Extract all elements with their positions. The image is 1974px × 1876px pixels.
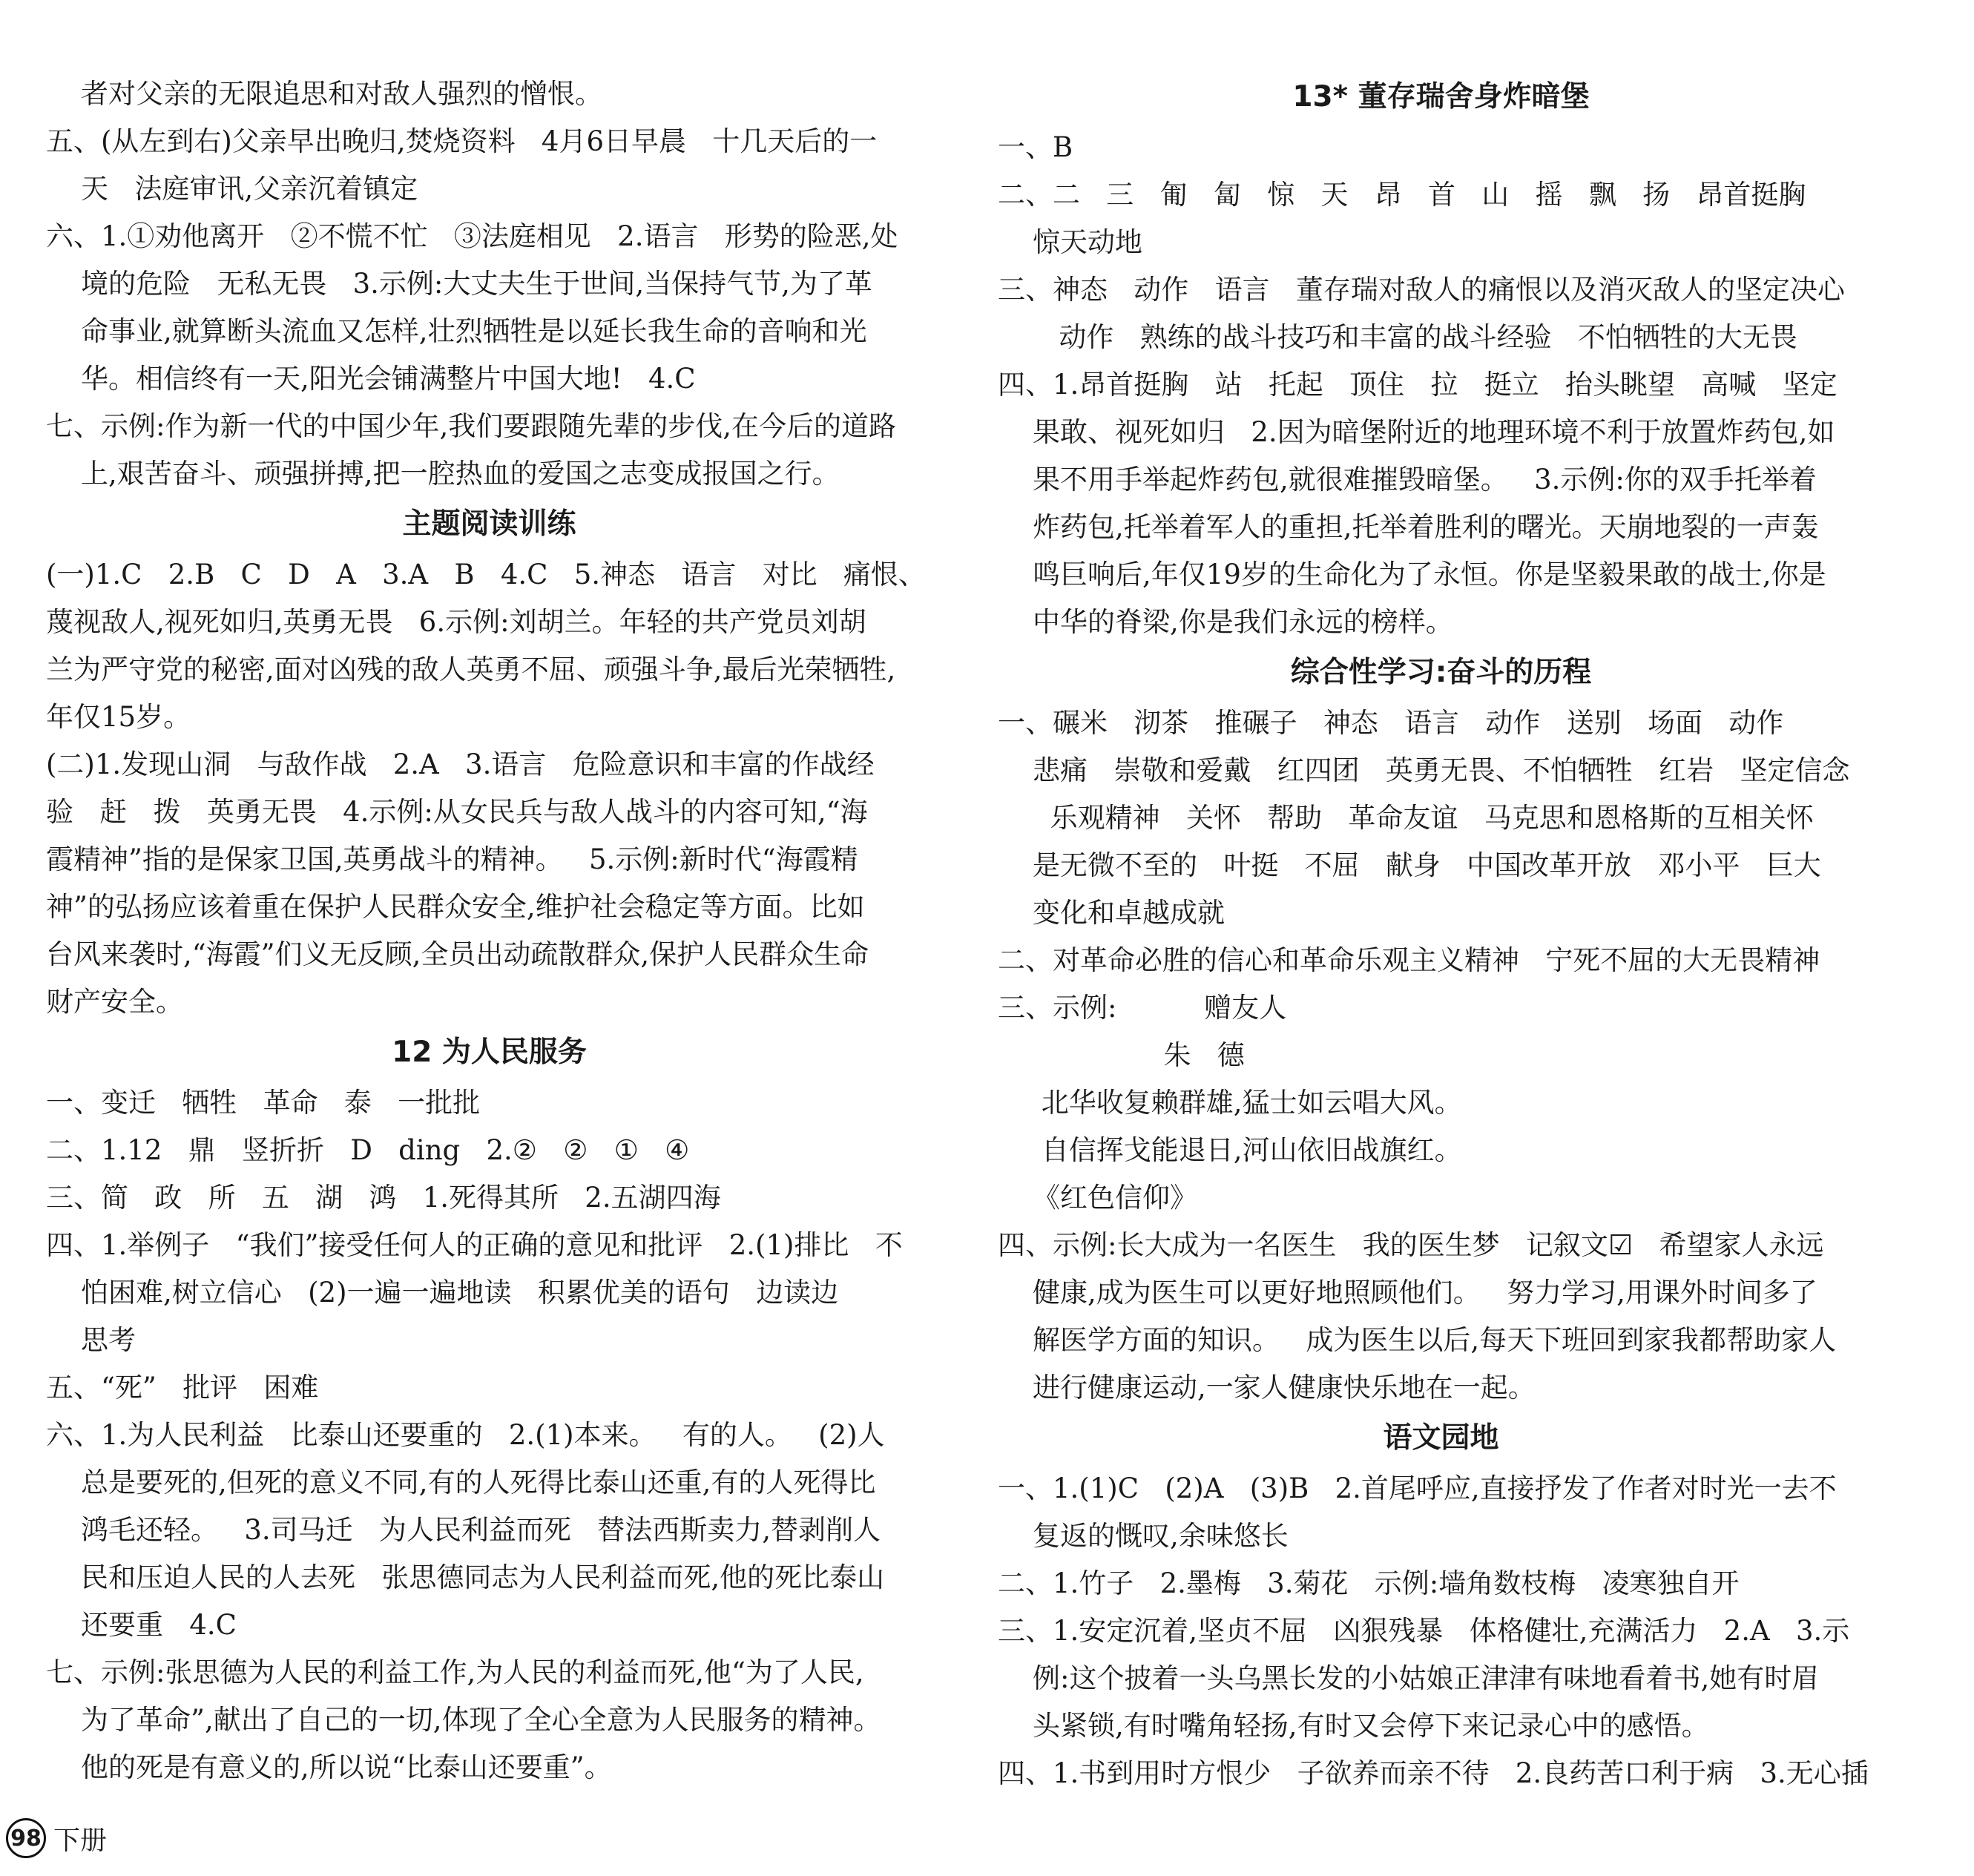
section-heading: 综合性学习:奋斗的历程 [1290,656,1592,689]
section-heading: 13* 董存瑞舍身炸暗堡 [1292,80,1590,113]
text-line: 四、1.举例子 “我们”接受任何人的正确的意见和批评 2.(1)排比 不 [46,1229,903,1261]
text-line: 还要重 4.C [46,1609,237,1641]
text-line: 鸣巨响后,年仅19岁的生命化为了永恒。你是坚毅果敢的战士,你是 [998,559,1826,590]
text-line: (一)1.C 2.B C D A 3.A B 4.C 5.神态 语言 对比 痛恨、 [46,559,926,590]
section-heading: 主题阅读训练 [402,507,576,541]
text-line: 鸿毛还轻。 3.司马迁 为人民利益而死 替法西斯卖力,替剥削人 [46,1514,881,1546]
text-line: 五、(从左到右)父亲早出晚归,焚烧资料 4月6日早晨 十几天后的一 [46,125,878,157]
text-line: 健康,成为医生可以更好地照顾他们。 努力学习,用课外时间多了 [998,1277,1817,1309]
text-line: 进行健康运动,一家人健康快乐地在一起。 [998,1372,1536,1403]
text-line: 一、碾米 沏茶 推碾子 神态 语言 动作 送别 场面 动作 [998,707,1784,739]
text-line: 二、1.12 鼎 竖折折 D ding 2.② ② ① ④ [46,1134,690,1166]
text-line: 动作 熟练的战斗技巧和丰富的战斗经验 不怕牺牲的大无畏 [998,321,1797,353]
text-line: 兰为严守党的秘密,面对凶残的敌人英勇不屈、顽强斗争,最后光荣牺牲, [46,654,896,685]
section-heading: 12 为人民服务 [392,1036,587,1069]
text-line: 总是要死的,但死的意义不同,有的人死得比泰山还重,有的人死得比 [46,1467,876,1498]
page-footer [6,1816,107,1860]
text-line: 四、1.昂首挺胸 站 托起 顶住 拉 挺立 抬头眺望 高喊 坚定 [998,369,1838,401]
text-line: 一、B [998,131,1073,163]
text-line: 霞精神”指的是保家卫国,英勇战斗的精神。 5.示例:新时代“海霞精 [46,843,858,875]
text-line: 变化和卓越成就 [998,897,1225,929]
page-number: 98 [6,1818,46,1858]
text-line: 果敢、视死如归 2.因为暗堡附近的地理环境不利于放置炸药包,如 [998,416,1835,448]
right-column [998,70,1884,1797]
text-line: 神”的弘扬应该着重在保护人民群众安全,维护社会稳定等方面。比如 [46,891,865,923]
text-line: 六、1.为人民利益 比泰山还要重的 2.(1)本来。 有的人。 (2)人 [46,1419,885,1451]
text-line: 是无微不至的 叶挺 不屈 献身 中国改革开放 邓小平 巨大 [998,849,1821,881]
text-line: 《红色信仰》 [998,1182,1198,1214]
text-line: 一、变迁 牺牲 革命 泰 一批批 [46,1087,481,1119]
text-line: 乐观精神 关怀 帮助 革命友谊 马克思和恩格斯的互相关怀 [998,802,1814,834]
text-line: 验 赶 拨 英勇无畏 4.示例:从女民兵与敌人战斗的内容可知,“海 [46,796,868,828]
text-line: 台风来袭时,“海霞”们义无反顾,全员出动疏散群众,保护人民群众生命 [46,938,869,970]
text-line: 七、示例:作为新一代的中国少年,我们要跟随先辈的步伐,在今后的道路 [46,410,896,442]
text-line: 蔑视敌人,视死如归,英勇无畏 6.示例:刘胡兰。年轻的共产党员刘胡 [46,606,866,638]
text-line: 七、示例:张思德为人民的利益工作,为人民的利益而死,他“为了人民, [46,1656,864,1688]
text-line: 三、神态 动作 语言 董存瑞对敌人的痛恨以及消灭敌人的坚定决心 [998,274,1845,306]
volume-label: 下册 [53,1825,108,1856]
text-line: 思考 [46,1324,136,1356]
text-line: 境的危险 无私无畏 3.示例:大丈夫生于世间,当保持气节,为了革 [46,268,872,300]
text-line: 朱 德 [998,1039,1245,1071]
text-line: 华。相信终有一天,阳光会铺满整片中国大地! 4.C [46,363,696,395]
text-line: 悲痛 崇敬和爱戴 红四团 英勇无畏、不怕牺牲 红岩 坚定信念 [998,754,1850,786]
text-line: 五、“死” 批评 困难 [46,1372,319,1403]
text-line: 六、1.①劝他离开 ②不慌不忙 ③法庭相见 2.语言 形势的险恶,处 [46,220,898,252]
text-line: 二、二 三 匍 匐 惊 天 昂 首 山 摇 飘 扬 昂首挺胸 [998,179,1806,211]
text-line: 怕困难,树立信心 (2)一遍一遍地读 积累优美的语句 边读边 [46,1277,839,1309]
text-line: 二、对革命必胜的信心和革命乐观主义精神 宁死不屈的大无畏精神 [998,944,1820,976]
text-line: 果不用手举起炸药包,就很难摧毁暗堡。 3.示例:你的双手托举着 [998,464,1817,496]
text-line: 一、1.(1)C (2)A (3)B 2.首尾呼应,直接抒发了作者对时光一去不 [998,1472,1837,1504]
text-line: 上,艰苦奋斗、顽强拼搏,把一腔热血的爱国之志变成报国之行。 [46,458,840,490]
text-line: 三、简 政 所 五 湖 鸿 1.死得其所 2.五湖四海 [46,1182,721,1214]
text-line: 惊天动地 [998,226,1143,258]
text-line: 北华收复赖群雄,猛士如云唱大风。 [998,1087,1462,1119]
text-line: 炸药包,托举着军人的重担,托举着胜利的曙光。天崩地裂的一声轰 [998,511,1819,543]
text-line: 者对父亲的无限追思和对敌人强烈的憎恨。 [46,78,603,110]
text-line: 复返的慨叹,余味悠长 [998,1520,1289,1552]
text-line: 民和压迫人民的人去死 张思德同志为人民利益而死,他的死比泰山 [46,1561,885,1593]
text-line: 财产安全。 [46,986,183,1018]
text-line: 他的死是有意义的,所以说“比泰山还要重”。 [46,1751,612,1783]
section-heading: 语文园地 [1383,1421,1499,1455]
text-line: 三、示例: 赠友人 [998,992,1287,1024]
text-line: 二、1.竹子 2.墨梅 3.菊花 示例:墙角数枝梅 凌寒独自开 [998,1567,1740,1599]
text-line: 例:这个披着一头乌黑长发的小姑娘正津津有味地看着书,她有时眉 [998,1662,1820,1694]
text-line: (二)1.发现山洞 与敌作战 2.A 3.语言 危险意识和丰富的作战经 [46,748,875,780]
text-line: 解医学方面的知识。 成为医生以后,每天下班回到家我都帮助家人 [998,1324,1837,1356]
text-line: 头紧锁,有时嘴角轻扬,有时又会停下来记录心中的感悟。 [998,1710,1709,1742]
text-line: 三、1.安定沉着,坚贞不屈 凶狠残暴 体格健壮,充满活力 2.A 3.示 [998,1615,1850,1647]
text-line: 命事业,就算断头流血又怎样,壮烈牺牲是以延长我生命的音响和光 [46,315,867,347]
text-line: 中华的脊梁,你是我们永远的榜样。 [998,606,1453,638]
text-line: 年仅15岁。 [46,701,191,733]
text-line: 天 法庭审讯,父亲沉着镇定 [46,173,418,205]
text-line: 为了革命”,献出了自己的一切,体现了全心全意为人民服务的精神。 [46,1704,881,1736]
text-line: 四、示例:长大成为一名医生 我的医生梦 记叙文☑ 希望家人永远 [998,1229,1824,1261]
left-column [46,70,932,1791]
text-line: 四、1.书到用时方恨少 子欲养而亲不待 2.良药苦口利于病 3.无心插 [998,1757,1869,1789]
text-line: 自信挥戈能退日,河山依旧战旗红。 [998,1134,1462,1166]
